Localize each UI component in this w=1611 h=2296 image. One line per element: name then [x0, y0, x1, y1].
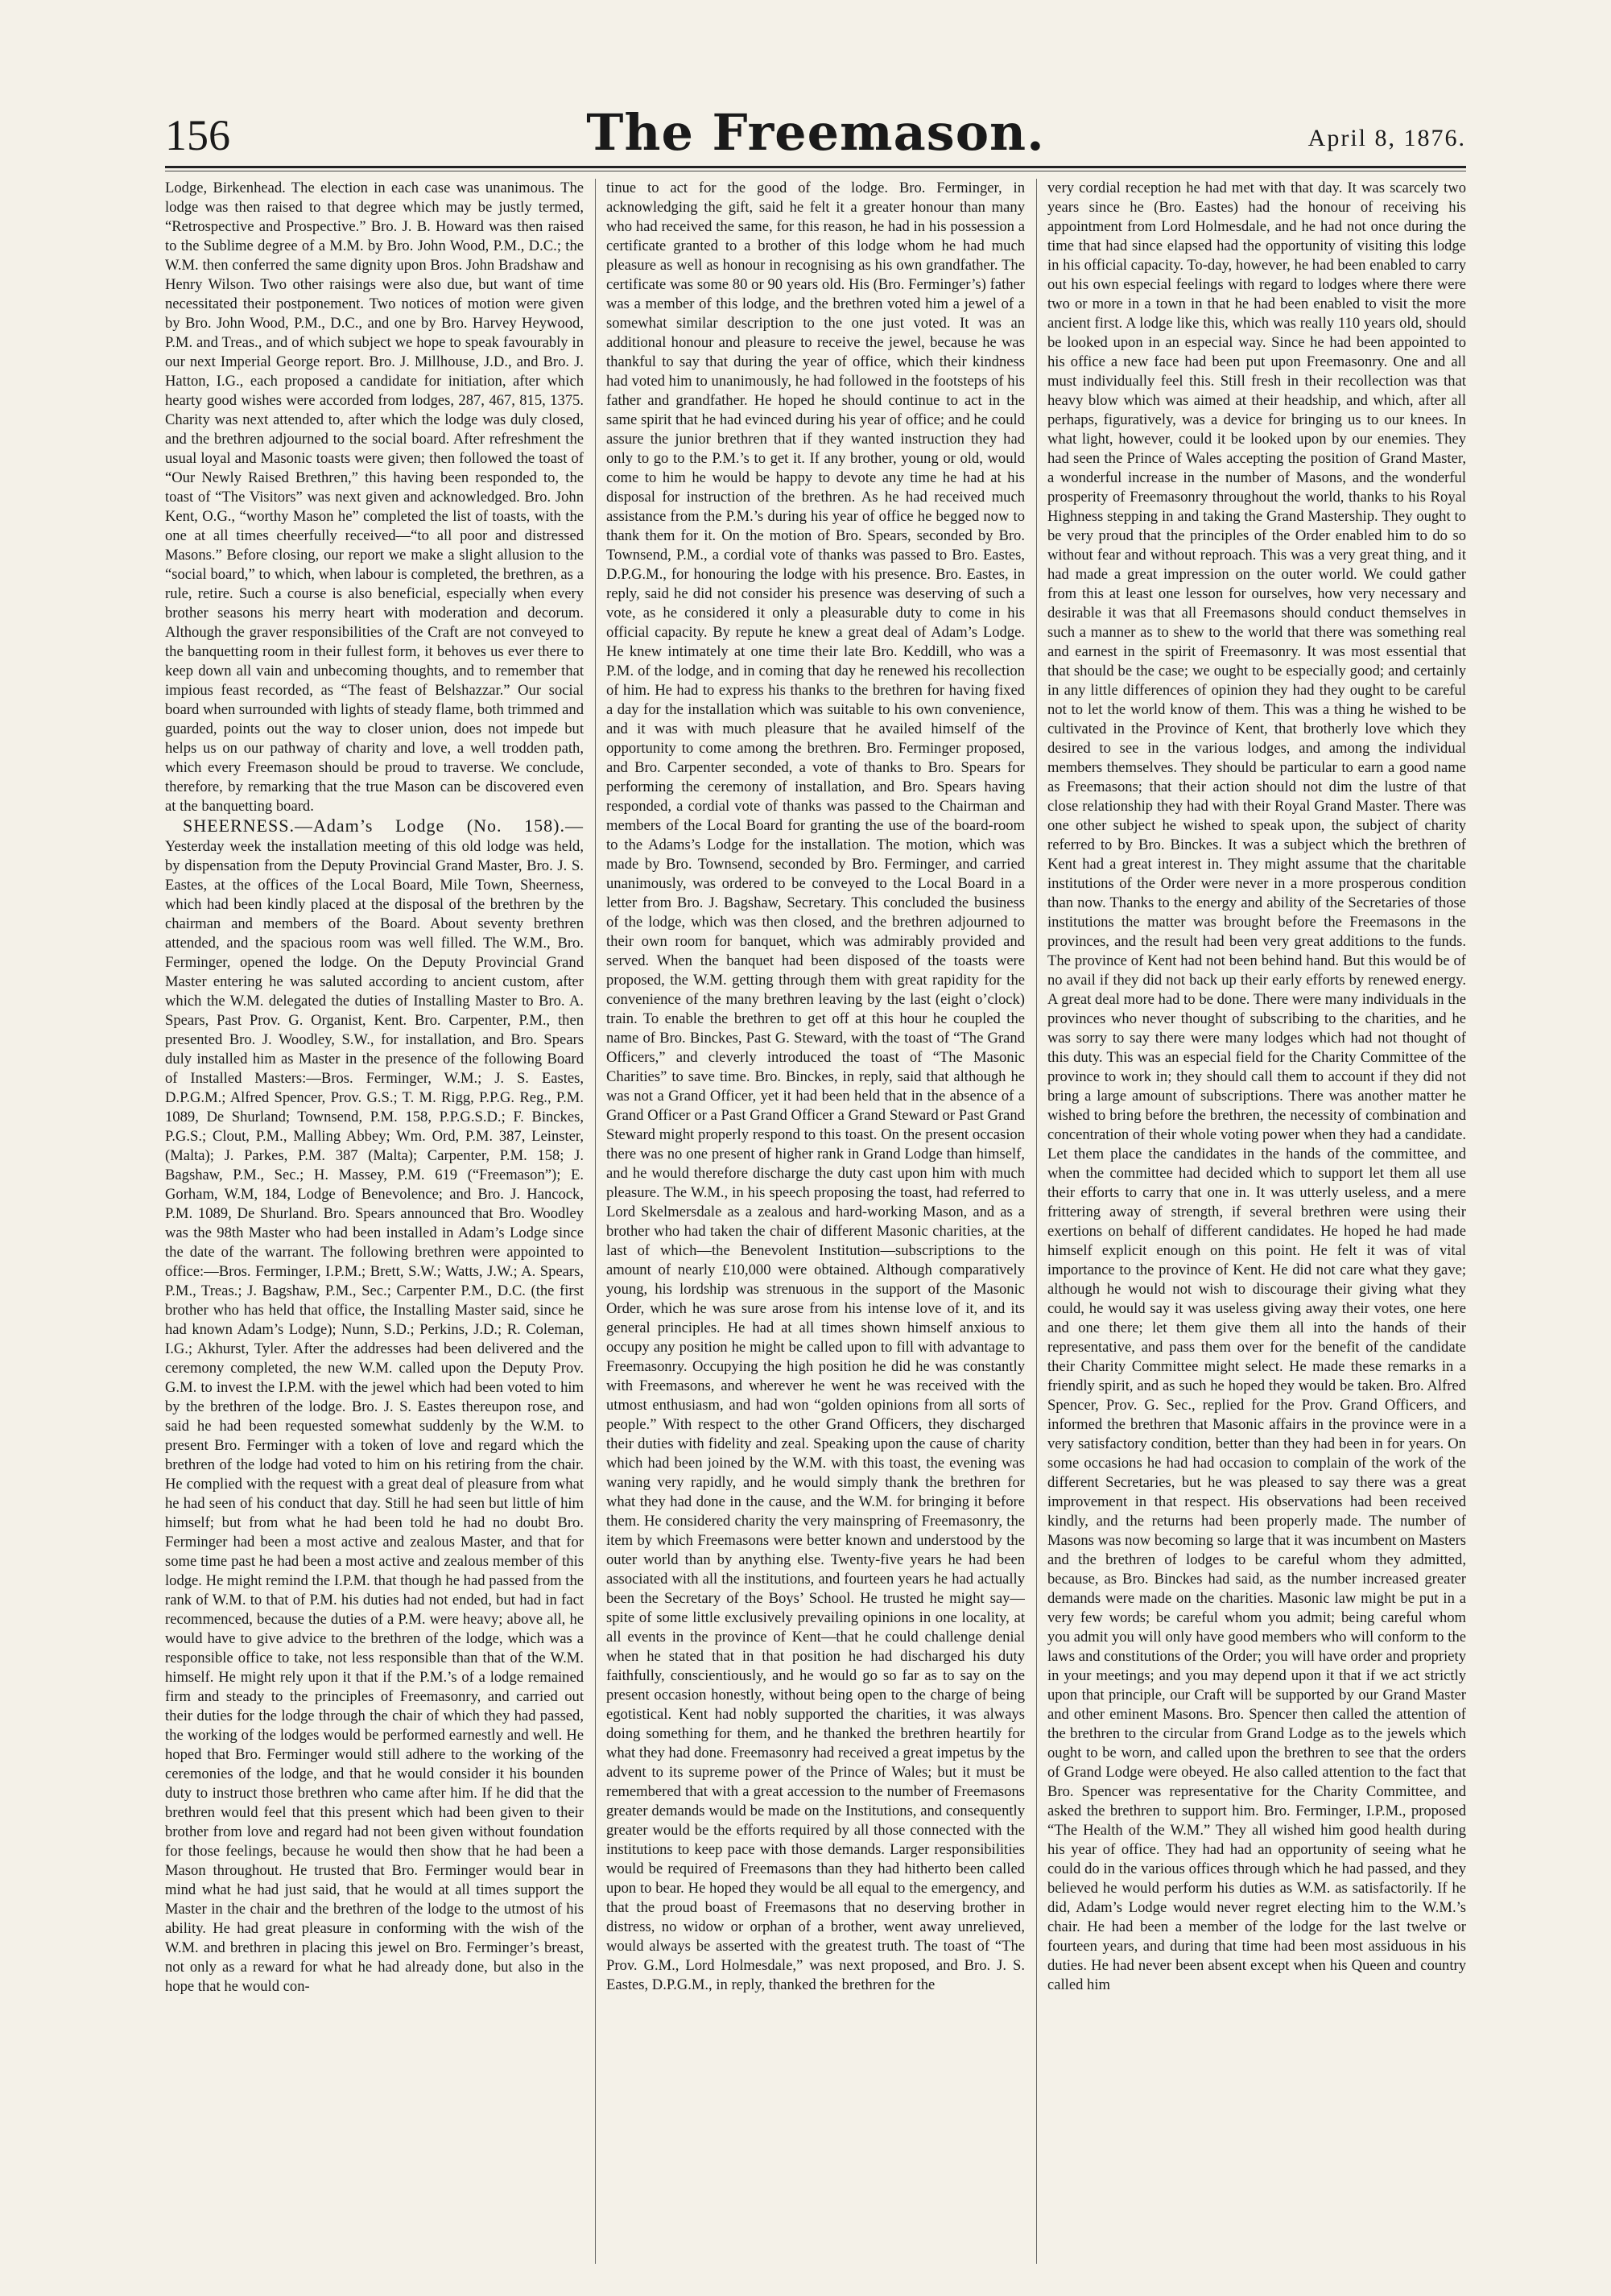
- paragraph: Lodge, Birkenhead. The election in each case was unanimous. The lodge was then raised to that degree which may be justly termed, “Retrospective and Prospective.” Bro. J. B. Howard was then raised to the Sublime degree of a M.M. by Bro. John Wood, P.M., D.C.; the W.M. then conferred the same dignity upon Bros. John Bradshaw and Henry Wilson. Two other raisings were also due, but want of time necessitated their postponement. Two notices of motion were given by Bro. John Wood, P.M., D.C., and one by Bro. Harvey Heywood, P.M. and Treas., and of which subject we hope to speak favourably in our next Imperial George report. Bro. J. Millhouse, J.D., and Bro. J. Hatton, I.G., each proposed a candidate for initiation, after which hearty good wishes were accorded from lodges, 287, 467, 815, 1375. Charity was next attended to, after which the lodge was duly closed, and the brethren adjourned to the social board. After refreshment the usual loyal and Masonic toasts were given; then followed the toast of “Our Newly Raised Brethren,” this having been responded to, the toast of “The Visitors” was next given and acknowledged. Bro. John Kent, O.G., “worthy Mason he” completed the list of toasts, with the one at all times cheerfully received—“to all poor and distressed Masons.” Before closing, our report we make a slight allusion to the “social board,” to which, when labour is completed, the brethren, as a rule, retire. Such a course is also beneficial, especially when every brother seasons his merry heart with moderation and decorum. Although the graver responsibilities of the Craft are not conveyed to the banquetting room in their fullest form, it behoves us ever there to keep down all vain and unbecoming thoughts, and to remember that impious feast recorded, as “The feast of Belshazzar.” Our social board when surrounded with lights of steady flame, both trimmed and guarded, points out the way to closer union, does not impede but helps us on our pathway of charity and love, a well trodden path, which every Freemason should be proud to traverse. We conclude, therefore, by remarking that the true Mason can be discovered even at the banquetting board.: [165, 180, 584, 815]
- paragraph-body: Yesterday week the installation meeting of this old lodge was held, by dispensation from the Deputy Provincial Grand Master, Bro. J. S. Eastes, at the offices of the Local Board, Mile Town, Sheerness, which had been kindly placed at the disposal of the brethren by the chairman and members of the Board. About seventy brethren attended, and the spacious room was well filled. The W.M., Bro. Ferminger, opened the lodge. On the Deputy Provincial Grand Master entering he was saluted according to ancient custom, after which the W.M. delegated the duties of Installing Master to Bro. A. Spears, Past Prov. G. Organist, Kent. Bro. Carpenter, P.M., then presented Bro. J. Woodley, S.W., for installation, and Bro. Spears duly installed him as Master in the presence of the following Board of Installed Masters:—Bros. Ferminger, W.M.; J. S. Eastes, D.P.G.M.; Alfred Spencer, Prov. G.S.; T. M. Rigg, P.P.G. Reg., P.M. 1089, De Shurland; Townsend, P.M. 158, P.P.G.S.D.; F. Binckes, P.G.S.; Clout, P.M., Malling Abbey; Wm. Ord, P.M. 387, Leinster, (Malta); J. Parkes, P.M. 387 (Malta); Carpenter, P.M. 158; J. Bagshaw, P.M., Sec.; H. Massey, P.M. 619 (“Freemason”); E. Gorham, W.M, 184, Lodge of Benevolence; and Bro. J. Hancock, P.M. 1089, De Shurland. Bro. Spears announced that Bro. Woodley was the 98th Master who had been installed in Adam’s Lodge since the date of the warrant. The following brethren were appointed to office:—Bros. Ferminger, I.P.M.; Brett, S.W.; Watts, J.W.; A. Spears, P.M., Treas.; J. Bagshaw, P.M., Sec.; Carpenter P.M., D.C. (the first brother who has held that office, the Installing Master said, since he had known Adam’s Lodge); Nunn, S.D.; Perkins, J.D.; R. Coleman, I.G.; Akhurst, Tyler. After the addresses had been delivered and the ceremony completed, the new W.M. called upon the Deputy Prov. G.M. to invest the I.P.M. with the jewel which had been voted to him by the brethren of the lodge. Bro. J. S. Eastes thereupon rose, and said he had been requested somewhat suddenly by the W.M. to present Bro. Ferminger with a token of love and regard which the brethren of the lodge had voted to him on his retiring from the chair. He complied with the request with a great deal of pleasure from what he had seen of his conduct that day. Still he had seen but little of him himself; but from what he had been told he had no doubt Bro. Ferminger had been a most active and zealous Master, and that for some time past he had been a most active and zealous member of this lodge. He might remind the I.P.M. that though he had passed from the rank of W.M. to that of P.M. his duties had not ended, but had in fact recommenced, because the duties of a P.M. were heavy; above all, he would have to give advice to the brethren of the lodge, which was a responsible office to take, not less responsible than that of the W.M. himself. He might rely upon it that if the P.M.’s of a lodge remained firm and steady to the principles of Freemasonry, and carried out their duties for the lodge through the chair of which they had passed, the working of the lodges would be performed earnestly and well. He hoped that Bro. Ferminger would still adhere to the working of the ceremonies of the lodge, and that he would consider it his bounden duty to instruct those brethren who came after him. If he did that the brethren would feel that this present which had been given to their brother from love and regard had not been given without foundation for those feelings, because he would then show that he had been a Mason throughout. He trusted that Bro. Ferminger would bear in mind what he had just said, that he would at all times support the Master in the chair and the brethren of the lodge to the utmost of his ability. He had great pleasure in conforming with the wish of the W.M. and brethren in placing this jewel on Bro. Ferminger’s breast, not only as a reward for what he had already done, but also in the hope that he would con-: [165, 838, 584, 1995]
- masthead-rule: [165, 166, 1466, 168]
- issue-date: April 8, 1876.: [1307, 125, 1466, 151]
- section-heading: SHEERNESS.—Adam’s Lodge (No. 158).—: [183, 816, 584, 836]
- paragraph: tinue to act for the good of the lodge. Bro. Ferminger, in acknowledging the gift, said he felt it a greater honour than many who had received the same, for this reason, he had in his possession a certificate granted to a brother of this lodge whom he had much pleasure as well as honour in recognising as his own grandfather. The certificate was some 80 or 90 years old. His (Bro. Ferminger’s) father was a member of this lodge, and the brethren voted him a jewel of a somewhat similar description to the one just voted. It was an additional honour and pleasure to receive the jewel, because he was thankful to say that during the year of office, which their kindness had voted him to unanimously, he had followed in the footsteps of his father and grandfather. He hoped he should continue to act in the same spirit that he had evinced during his year of office; and he could assure the junior brethren that if they wanted instruction they had only to go to the P.M.’s to get it. If any brother, young or old, would come to him he would be happy to devote any time he had at his disposal for instruction of the brethren. As he had received much assistance from the P.M.’s during his year of office he begged now to thank them for it. On the motion of Bro. Spears, seconded by Bro. Townsend, P.M., a cordial vote of thanks was passed to Bro. Eastes, D.P.G.M., for honouring the lodge with his presence. Bro. Eastes, in reply, said he did not consider his presence was deserving of such a vote, as he considered it only a pleasurable duty to come in his official capacity. By repute he knew a great deal of Adam’s Lodge. He knew intimately at one time their late Bro. Keddill, who was a P.M. of the lodge, and in coming that day he renewed his recollection of him. He had to express his thanks to the brethren for having fixed a day for the installation which was suitable to his own convenience, and it was with much pleasure that he availed himself of the opportunity to come among the brethren. Bro. Ferminger proposed, and Bro. Carpenter seconded, a vote of thanks to Bro. Spears for performing the ceremony of installation, and Bro. Spears having responded, a cordial vote of thanks was passed to the Chairman and members of the Local Board for granting the use of the board-room to the Adams’s Lodge for the installation. The motion, which was made by Bro. Townsend, seconded by Bro. Ferminger, and carried unanimously, was ordered to be conveyed to the Local Board in a letter from Bro. J. Bagshaw, Secretary. This concluded the business of the lodge, which was then closed, and the brethren adjourned to their own room for banquet, which was admirably provided and served. When the banquet had been disposed of the toasts were proposed, the W.M. getting through them with great rapidity for the convenience of the many brethren leaving by the last (eight o’clock) train. To enable the brethren to get off at this hour he coupled the name of Bro. Binckes, Past G. Steward, with the toast of “The Grand Officers,” and cleverly introduced the toast of “The Masonic Charities” to save time. Bro. Binckes, in reply, said that although he was not a Grand Officer, yet it had been held that in the absence of a Grand Officer or a Past Grand Officer a Grand Steward or Past Grand Steward might properly respond to this toast. On the present occasion there was no one present of higher rank in Grand Lodge than himself, and he would therefore discharge the duty cast upon him with much pleasure. The W.M., in his speech proposing the toast, had referred to Lord Skelmersdale as a zealous and hard-working Mason, and as a brother who had taken the chair of different Masonic charities, at the last of which—the Benevolent Institution—subscriptions to the amount of nearly £10,000 were obtained. Although comparatively young, his lordship was strenuous in the support of the Masonic Order, which he was sure arose from his intense love of it, and its general principles. He had at all times shown himself anxious to occupy any position he might be called upon to fill with advantage to Freemasonry. Occupying the high position he did he was constantly with Freemasons, and wherever he went he was received with the utmost enthusiasm, and had won “golden opinions from all sorts of people.” With respect to the other Grand Officers, they discharged their duties with fidelity and zeal. Speaking upon the cause of charity which had been joined by the W.M. with this toast, the evening was waning very rapidly, and he would simply thank the brethren for what they had done in the cause, and the W.M. for bringing it before them. He considered charity the very mainspring of Freemasonry, the item by which Freemasons were better known and understood by the outer world than by anything else. Twenty-five years he had been associated with all the institutions, and fourteen years he had actually been the Secretary of the Boys’ School. He trusted he might say—spite of some little exclusively prevailing opinions in one locality, at all events in the province of Kent—that he could challenge denial when he stated that in that position he had discharged his duty faithfully, conscientiously, and he would go so far as to say on the present occasion honestly, without being open to the charge of being egotistical. Kent had nobly supported the charities, it was always doing something for them, and he thanked the brethren heartily for what they had done. Freemasonry had received a great impetus by the advent to its supreme power of the Prince of Wales; but it must be remembered that with a great accession to the number of Freemasons greater demands would be made on the Institutions, and consequently greater would be the efforts required by all those connected with the institutions to keep pace with those demands. Larger responsibilities would be required of Freemasons than they had hitherto been called upon to bear. He hoped they would be all equal to the emergency, and that the proud boast of Freemasons that no deserving brother in distress, no widow or orphan of a brother, went away unrelieved, would always be asserted with the greatest truth. The toast of “The Prov. G.M., Lord Holmesdale,” was next proposed, and Bro. J. S. Eastes, D.P.G.M., in reply, thanked the brethren for the: [606, 180, 1025, 1993]
- column-1: [165, 179, 584, 2264]
- article-columns: [165, 179, 1466, 2264]
- column-2: [606, 179, 1025, 2264]
- paragraph-sheerness: [165, 816, 584, 1997]
- page-number: 156: [165, 111, 230, 159]
- masthead: [165, 103, 1466, 163]
- column-3: [1047, 179, 1466, 2264]
- paragraph: very cordial reception he had met with that day. It was scarcely two years since he (Bro. Eastes) had the honour of receiving his appointment from Lord Holmesdale, and he had not once during the time that had since elapsed had the opportunity of visiting this lodge in his official capacity. To-day, however, he had been enabled to carry out his own especial feelings with regard to lodges where there were two or more in a town in that he had been enabled to visit the more ancient first. A lodge like this, which was really 110 years old, should be looked upon in an especial way. Since he had been appointed to his office a new face had been put upon Freemasonry. One and all must individually feel this. Still fresh in their recollection was that heavy blow which was aimed at their headship, and which, after all perhaps, figuratively, was a device for bringing us to our knees. In what light, however, could it be looked upon by our enemies. They had seen the Prince of Wales accepting the position of Grand Master, a wonderful increase in the number of Masons, and the wonderful prosperity of Freemasonry throughout the world, thanks to his Royal Highness stepping in and taking the Grand Mastership. They ought to be very proud that the principles of the Order enabled him to do so without fear and without reproach. This was a very great thing, and it had made a great impression on the outer world. We could gather from this at least one lesson for ourselves, how very necessary and desirable it was that all Freemasons should conduct themselves in such a manner as to shew to the world that there was something real and earnest in the spirit of Freemasonry. It was most essential that that should be the case; we ought to be especially good; and certainly in any little differences of opinion they had they ought to be careful not to let the world know of them. This was a thing he wished to be cultivated in the Province of Kent, that brotherly love which they desired to see in the various lodges, and among the individual members themselves. They should be particular to earn a good name as Freemasons; that their action should not dim the lustre of that close relationship they had with their Royal Grand Master. There was one other subject he wished to speak upon, the subject of charity referred to by Bro. Binckes. It was a subject which the brethren of Kent had a great interest in. They might assume that the charitable institutions of the Order were never in a more prosperous condition than now. Thanks to the energy and ability of the Secretaries of those institutions the matter was brought before the Freemasons in the provinces, and the result had been very great additions to the funds. The province of Kent had not been behind hand. But this would be of no avail if they did not back up their early efforts by renewed energy. A great deal more had to be done. There were many individuals in the provinces who never thought of subscribing to the charities, and he was sorry to say there were many lodges which had not thought of this duty. This was an especial field for the Charity Committee of the province to work in; they should call them to account if they did not bring a large amount of subscriptions. There was another matter he wished to bring before the brethren, the necessity of combination and concentration of their whole voting power when they had a candidate. Let them place the candidates in the hands of the committee, and when the committee had decided which to support let them all use their efforts to carry that one in. It was utterly useless, and a mere frittering away of strength, if several brethren were using their exertions on behalf of different candidates. He hoped he had made himself explicit enough on this point. He felt it was of vital importance to the province of Kent. He did not care what they gave; although he would not wish to discourage their giving what they could, he would say it was useless giving away their votes, one here and one there; let them give them all into the hands of their representative, and pass them over for the benefit of the candidate their Charity Committee might select. He made these remarks in a friendly spirit, and as such he hoped they would be taken. Bro. Alfred Spencer, Prov. G. Sec., replied for the Prov. Grand Officers, and informed the brethren that Masonic affairs in the province were in a very satisfactory condition, better than they had been in for years. On some occasions he had had occasion to complain of the work of the different Secretaries, but he was pleased to say there was a great improvement in that respect. His observations had been received kindly, and the returns had been properly made. The number of Masons was now becoming so large that it was incumbent on Masters and the brethren of lodges to be careful whom they admitted, because, as Bro. Binckes had said, as the number increased greater demands were made on the charities. Masonic law might be put in a very few words; be careful whom you admit; being careful whom you admit you will only have good members who will conform to the laws and constitutions of the Order; you will have order and propriety in your meetings; and you may depend upon it that if we act strictly upon that principle, our Craft will be supported by our Grand Master and other eminent Masons. Bro. Spencer then called the attention of the brethren to the circular from Grand Lodge as to the jewels which ought to be worn, and called upon the brethren to see that the orders of Grand Lodge were obeyed. He also called attention to the fact that Bro. Spencer was representative for the Charity Committee, and asked the brethren to support him. Bro. Ferminger, I.P.M., proposed “The Health of the W.M.” They all wished him good health during his year of office. They had had an opportunity of seeing what he could do in the various offices through which he had passed, and they believed he would perform his duties as W.M. as satisfactorily. If he did, Adam’s Lodge would never regret electing him to the W.M.’s chair. He had been a member of the lodge for the last twelve or fourteen years, and during that time had been most assiduous in his duties. He had never been absent except when his Queen and country called him: [1047, 180, 1466, 1993]
- newspaper-title: The Freemason.: [586, 103, 1045, 162]
